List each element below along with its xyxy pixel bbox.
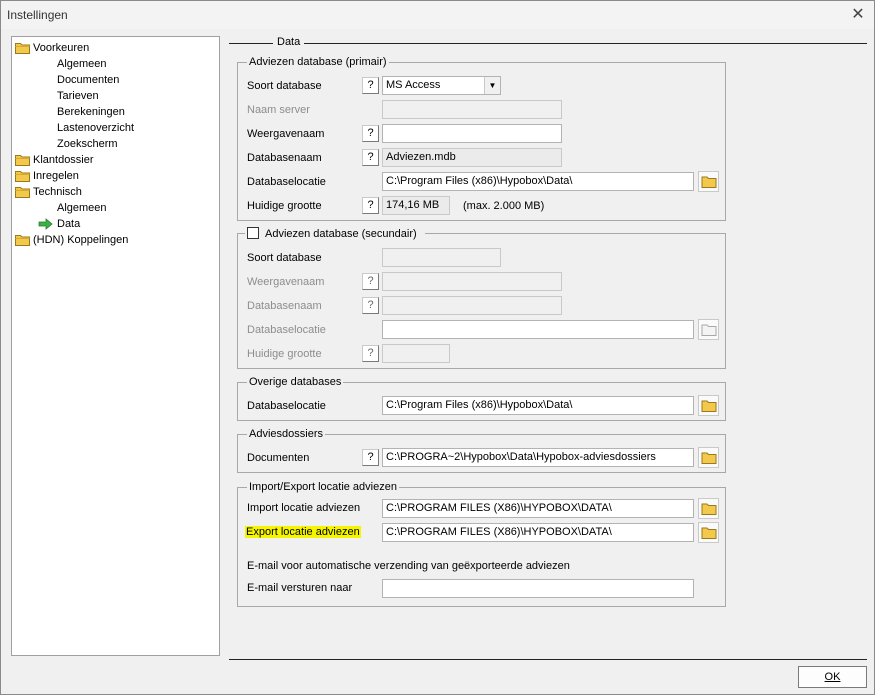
tree-item-label: (HDN) Koppelingen [33, 234, 129, 246]
primary-soort-help-button[interactable]: ? [362, 77, 379, 94]
export-locatie-label [245, 524, 361, 540]
primary-databasenaam-field: Adviezen.mdb [382, 148, 562, 167]
tree-item-label: Technisch [33, 186, 82, 198]
primary-databasenaam-label: Databasenaam [247, 152, 322, 164]
section-divider [229, 43, 867, 44]
green-arrow-icon [38, 218, 53, 230]
tree-item-label: Zoekscherm [57, 138, 118, 150]
primary-naam-server-label: Naam server [247, 104, 310, 116]
tree-item-label: Berekeningen [57, 106, 125, 118]
import-locatie-label: Import locatie adviezen [247, 502, 361, 514]
group-import-export-title: Import/Export locatie adviezen [249, 481, 397, 493]
folder-icon [15, 154, 30, 166]
footer-divider [229, 659, 867, 660]
import-browse-button[interactable] [698, 498, 719, 519]
secondary-grootte-field [382, 344, 450, 363]
primary-grootte-field: 174,16 MB [382, 196, 450, 215]
primary-grootte-label: Huidige grootte [247, 200, 322, 212]
overige-locatie-input[interactable]: C:\Program Files (x86)\Hypobox\Data\ [382, 396, 694, 415]
tree-item-label: Lastenoverzicht [57, 122, 135, 134]
folder-icon [701, 399, 717, 412]
primary-weergavenaam-label: Weergavenaam [247, 128, 325, 140]
group-secondary-title: Adviezen database (secundair) [265, 228, 417, 240]
tree-item-label: Algemeen [57, 58, 107, 70]
tree-item-label: Documenten [57, 74, 120, 86]
folder-icon [15, 170, 30, 182]
import-locatie-input[interactable]: C:\PROGRAM FILES (X86)\HYPOBOX\DATA\ [382, 499, 694, 518]
export-browse-button[interactable] [698, 522, 719, 543]
folder-icon [15, 186, 30, 198]
tree-item-label: Klantdossier [33, 154, 94, 166]
primary-databasenaam-help-button[interactable]: ? [362, 149, 379, 166]
group-primary-title: Adviezen database (primair) [249, 56, 387, 68]
export-locatie-label-highlight: Export locatie adviezen [246, 526, 360, 538]
tree-item-label: Voorkeuren [33, 42, 90, 54]
secondary-databasenaam-label: Databasenaam [247, 300, 322, 312]
tree-item-label: Inregelen [33, 170, 79, 182]
primary-browse-button[interactable] [698, 171, 719, 192]
overige-locatie-label: Databaselocatie [247, 400, 326, 412]
secondary-weergavenaam-field [382, 272, 562, 291]
secondary-locatie-label: Databaselocatie [247, 324, 326, 336]
email-label: E-mail versturen naar [247, 582, 353, 594]
primary-grootte-max: (max. 2.000 MB) [463, 200, 545, 212]
section-title: Data [273, 36, 304, 48]
overige-browse-button[interactable] [698, 395, 719, 416]
adviesdossiers-browse-button[interactable] [698, 447, 719, 468]
folder-icon [701, 502, 717, 515]
secondary-weergavenaam-help-button[interactable]: ? [362, 273, 379, 290]
primary-weergavenaam-input[interactable] [382, 124, 562, 143]
primary-soort-label: Soort database [247, 80, 322, 92]
primary-grootte-help-button[interactable]: ? [362, 197, 379, 214]
adviesdossiers-help-button[interactable]: ? [362, 449, 379, 466]
primary-soort-select[interactable] [382, 76, 501, 95]
secondary-grootte-label: Huidige grootte [247, 348, 322, 360]
secondary-databasenaam-help-button[interactable]: ? [362, 297, 379, 314]
primary-locatie-label: Databaselocatie [247, 176, 326, 188]
secondary-enable-checkbox[interactable] [247, 227, 259, 239]
folder-icon [701, 451, 717, 464]
export-locatie-input[interactable]: C:\PROGRAM FILES (X86)\HYPOBOX\DATA\ [382, 523, 694, 542]
window-title: Instellingen [7, 8, 68, 22]
primary-weergavenaam-help-button[interactable]: ? [362, 125, 379, 142]
secondary-weergavenaam-label: Weergavenaam [247, 276, 325, 288]
secondary-locatie-field [382, 320, 694, 339]
email-note: E-mail voor automatische verzending van geëxporteerde adviezen [247, 560, 570, 572]
primary-soort-value: MS Access [386, 79, 441, 91]
secondary-grootte-help-button[interactable]: ? [362, 345, 379, 362]
close-icon[interactable]: ✕ [851, 6, 865, 23]
email-input[interactable] [382, 579, 694, 598]
folder-disabled-icon [701, 323, 717, 336]
secondary-browse-button[interactable] [698, 319, 719, 340]
tree-item-label: Algemeen [57, 202, 107, 214]
secondary-soort-label: Soort database [247, 252, 322, 264]
folder-icon [15, 42, 30, 54]
secondary-databasenaam-field [382, 296, 562, 315]
ok-button[interactable]: OK [798, 666, 867, 688]
primary-naam-server-field [382, 100, 562, 119]
folder-icon [701, 526, 717, 539]
chevron-down-icon[interactable]: ▼ [484, 77, 500, 94]
folder-icon [701, 175, 717, 188]
settings-tree[interactable] [11, 36, 220, 656]
group-overige-title: Overige databases [249, 376, 342, 388]
tree-item-label: Tarieven [57, 90, 99, 102]
primary-locatie-input[interactable]: C:\Program Files (x86)\Hypobox\Data\ [382, 172, 694, 191]
adviesdossiers-documenten-label: Documenten [247, 452, 310, 464]
group-adviesdossiers-title: Adviesdossiers [249, 428, 323, 440]
title-bar [1, 1, 874, 29]
folder-icon [15, 234, 30, 246]
adviesdossiers-documenten-input[interactable]: C:\PROGRA~2\Hypobox\Data\Hypobox-adviesdossiers [382, 448, 694, 467]
tree-item-label: Data [57, 218, 81, 230]
secondary-soort-field [382, 248, 501, 267]
